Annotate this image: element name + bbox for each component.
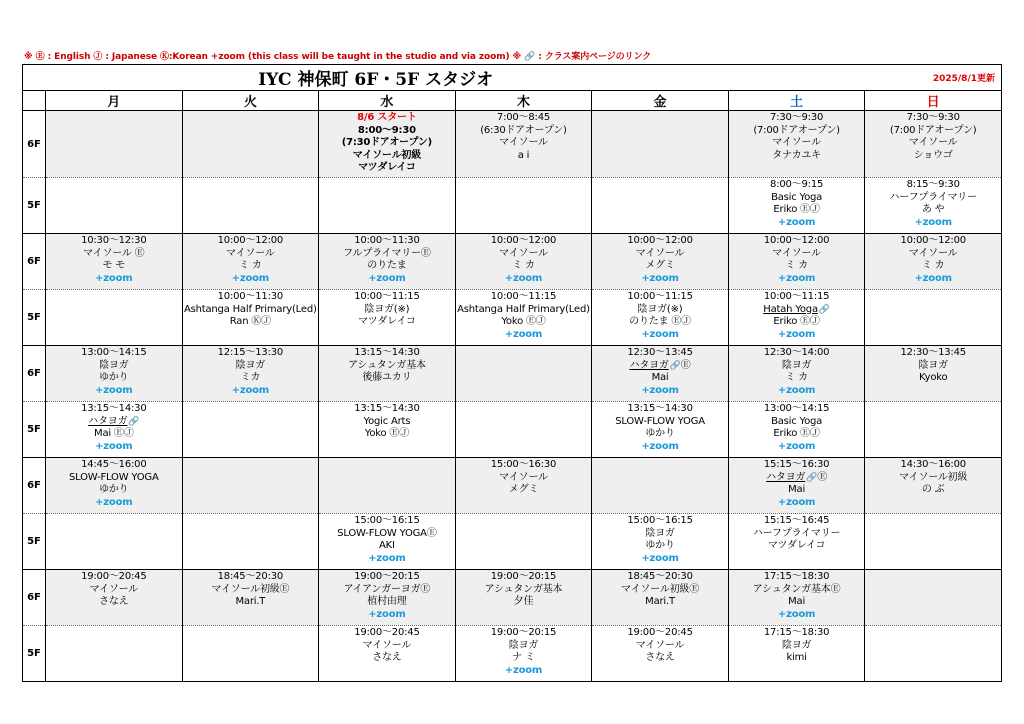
class-slot-sat[interactable] xyxy=(728,514,865,570)
instructor: あ や xyxy=(921,204,945,215)
class-name: マイソール初級Ⓔ xyxy=(211,583,290,595)
class-slot-sun[interactable] xyxy=(865,346,1002,402)
class-name: アシュタンガ基本 xyxy=(348,359,426,371)
zoom-tag: +zoom xyxy=(777,328,816,340)
class-time: 18:45～20:30 xyxy=(217,571,284,582)
class-time: 10:00～12:00 xyxy=(763,235,830,246)
slot-empty xyxy=(455,346,592,402)
slot-empty xyxy=(455,178,592,234)
class-time: 8:00～9:15 xyxy=(770,179,824,190)
link-icon: 🔗 xyxy=(818,304,830,315)
class-slot-fri[interactable] xyxy=(592,402,729,458)
class-slot-fri[interactable] xyxy=(592,290,729,346)
instructor: ミ カ xyxy=(512,260,535,271)
class-time: 7:30～9:30 xyxy=(770,112,824,123)
class-slot-tue[interactable] xyxy=(182,290,319,346)
class-time: 15:00～16:30 xyxy=(490,459,557,470)
class-slot-tue[interactable] xyxy=(182,570,319,626)
class-name: マイソール xyxy=(362,639,412,651)
class-time: 10:00～12:00 xyxy=(490,235,557,246)
instructor: Yoko ⒺⒿ xyxy=(501,316,546,327)
floor-label-6f: 6F xyxy=(23,111,46,178)
instructor: のりたま ⒺⒿ xyxy=(629,316,691,327)
class-time: 13:00～14:15 xyxy=(81,347,147,358)
zoom-tag: +zoom xyxy=(95,496,133,508)
class-time: 17:15～18:30 xyxy=(763,571,830,582)
class-slot-sat[interactable] xyxy=(728,178,865,234)
class-name: マイソール初級Ⓔ xyxy=(621,583,700,595)
class-slot-sat[interactable] xyxy=(728,402,865,458)
class-slot-mon[interactable] xyxy=(46,234,183,290)
class-page-link[interactable]: ハタヨガ xyxy=(88,415,128,427)
slot-empty xyxy=(592,178,729,234)
zoom-tag: +zoom xyxy=(231,384,270,396)
floor-label-5f: 5F xyxy=(23,626,46,682)
class-time: 13:15～14:30 xyxy=(81,403,147,414)
class-name: 陰ヨガ xyxy=(781,359,812,371)
instructor: Ran ⓀⒿ xyxy=(229,316,271,327)
class-time: 10:00～12:00 xyxy=(217,235,284,246)
class-page-link[interactable]: ハタヨガ xyxy=(629,359,669,371)
instructor: Mai xyxy=(651,372,669,383)
zoom-tag: +zoom xyxy=(95,384,133,396)
instructor: さなえ xyxy=(372,652,402,663)
class-time: 15:15～16:30 xyxy=(763,459,830,470)
slot-empty xyxy=(182,626,319,682)
class-time: 10:00～11:15 xyxy=(763,291,830,302)
slot-empty xyxy=(592,458,729,514)
class-slot-sat-early[interactable] xyxy=(728,111,865,178)
class-name: マイソール xyxy=(499,471,548,483)
door-open-note: (7:30ドアオープン) xyxy=(341,137,433,148)
title-row xyxy=(23,65,1002,91)
instructor: さなえ xyxy=(99,596,129,607)
class-name: マイソール xyxy=(499,247,548,259)
class-time: 10:00～12:00 xyxy=(627,235,693,246)
class-name: アシュタンガ基本 xyxy=(484,583,563,595)
instructor: ゆかり xyxy=(99,372,129,383)
class-time: 10:00～11:30 xyxy=(354,235,420,246)
class-slot-wed[interactable] xyxy=(319,346,456,402)
class-page-link[interactable]: ハタヨガ xyxy=(766,471,806,483)
day-fri: 金 xyxy=(592,91,729,111)
day-mon: 月 xyxy=(46,91,183,111)
class-name: マイソール xyxy=(908,137,958,148)
class-name: 陰ヨガ(※) xyxy=(364,303,410,315)
zoom-tag: +zoom xyxy=(641,440,679,452)
zoom-tag: +zoom xyxy=(641,328,679,340)
class-time: 10:00～11:15 xyxy=(354,291,420,302)
class-time: 12:15～13:30 xyxy=(217,347,284,358)
class-slot-wed-early[interactable] xyxy=(319,111,456,178)
slot-empty xyxy=(455,514,592,570)
class-name: Yogic Arts xyxy=(363,415,411,427)
class-time: 8:00～9:30 xyxy=(357,124,416,136)
instructor: 後藤ユカリ xyxy=(362,372,412,383)
class-time: 12:30～14:00 xyxy=(763,347,830,358)
instructor: ミ カ xyxy=(785,260,808,271)
class-time: 13:15～14:30 xyxy=(627,403,693,414)
class-slot-sun-early[interactable] xyxy=(865,111,1002,178)
slot-empty xyxy=(865,570,1002,626)
class-time: 13:15～14:30 xyxy=(354,403,420,414)
class-name: マイソール xyxy=(908,247,958,259)
class-slot-sat[interactable] xyxy=(728,458,865,514)
updated-date: 2025/8/1更新 xyxy=(728,65,1001,91)
door-open-note: (6:30ドアオープン) xyxy=(480,124,567,136)
class-time: 19:00～20:15 xyxy=(490,627,557,638)
class-time: 14:30～16:00 xyxy=(900,459,966,470)
class-slot-mon[interactable] xyxy=(46,402,183,458)
class-slot-sun[interactable] xyxy=(865,178,1002,234)
legend-note: ※ Ⓔ : English Ⓙ : Japanese Ⓚ:Korean +zoom (this class will be taught in the studio and via zoom) ※ 🔗 : クラス案内ページのリンク xyxy=(24,52,652,62)
instructor: Mai xyxy=(788,596,806,607)
instructor: Eriko ⒺⒿ xyxy=(773,204,820,215)
zoom-tag: +zoom xyxy=(95,440,133,452)
instructor: ミ カ xyxy=(921,260,945,271)
class-name: マイソール xyxy=(89,583,139,595)
class-time: 19:00～20:45 xyxy=(81,571,147,582)
class-time: 19:00～20:15 xyxy=(354,571,420,582)
zoom-tag: +zoom xyxy=(641,552,679,564)
class-time: 10:00～11:15 xyxy=(627,291,693,302)
class-slot-thu[interactable] xyxy=(455,626,592,682)
language-mark: Ⓔ xyxy=(817,471,828,483)
slot-empty xyxy=(455,402,592,458)
class-name: 陰ヨガ xyxy=(99,359,129,371)
instructor: Eriko ⒺⒿ xyxy=(773,428,820,439)
day-sun: 日 xyxy=(865,91,1002,111)
class-name: 陰ヨガ xyxy=(918,359,948,371)
class-slot-thu-early[interactable] xyxy=(455,111,592,178)
instructor: ミ カ xyxy=(239,260,262,271)
class-link-row xyxy=(592,360,728,373)
instructor: タナカユキ xyxy=(772,149,821,161)
class-name: フルプライマリーⒺ xyxy=(343,247,431,259)
class-slot-mon[interactable] xyxy=(46,570,183,626)
slot-empty xyxy=(182,111,319,178)
instructor: 植村由理 xyxy=(367,596,407,607)
slot-empty xyxy=(46,514,183,570)
instructor: さなえ xyxy=(645,652,675,663)
class-name: Basic Yoga xyxy=(771,191,823,203)
row-3-6f xyxy=(23,346,1002,402)
zoom-tag: +zoom xyxy=(777,440,816,452)
instructor: ゆかり xyxy=(99,484,129,495)
class-slot-sat[interactable] xyxy=(728,626,865,682)
class-time: 19:00～20:45 xyxy=(354,627,420,638)
slot-empty xyxy=(592,111,729,178)
class-name: 陰ヨガ xyxy=(645,527,675,539)
day-wed: 水 xyxy=(319,91,456,111)
class-time: 10:00～11:30 xyxy=(217,291,284,302)
instructor: Eriko ⒺⒿ xyxy=(773,316,820,327)
zoom-tag: +zoom xyxy=(641,384,679,396)
class-time: 18:45～20:30 xyxy=(627,571,693,582)
floor-label-5f: 5F xyxy=(23,290,46,346)
class-time: 7:00～8:45 xyxy=(496,112,551,123)
class-link-row xyxy=(46,416,182,429)
class-name: Ashtanga Half Primary(Led) xyxy=(183,303,317,315)
day-thu: 木 xyxy=(455,91,592,111)
class-name: マイソール xyxy=(635,247,685,259)
slot-empty xyxy=(319,458,456,514)
zoom-tag: +zoom xyxy=(504,664,543,676)
class-slot-thu[interactable] xyxy=(455,570,592,626)
class-slot-wed[interactable] xyxy=(319,234,456,290)
instructor: Kyoko xyxy=(918,372,948,383)
zoom-tag: +zoom xyxy=(368,608,406,620)
class-slot-wed[interactable] xyxy=(319,514,456,570)
instructor: ショウゴ xyxy=(913,149,953,161)
class-name: SLOW-FLOW YOGA xyxy=(68,471,159,483)
instructor: Mari.T xyxy=(235,596,266,607)
instructor: a i xyxy=(517,149,530,161)
slot-empty xyxy=(46,178,183,234)
row-1-6f xyxy=(23,111,1002,178)
instructor: メグミ xyxy=(508,484,539,495)
class-slot-tue[interactable] xyxy=(182,234,319,290)
class-name: マイソール初級 xyxy=(899,471,968,483)
instructor: ミカ xyxy=(240,372,261,383)
class-slot-sun[interactable] xyxy=(865,234,1002,290)
class-slot-sat[interactable] xyxy=(728,290,865,346)
slot-empty xyxy=(865,402,1002,458)
zoom-tag: +zoom xyxy=(777,216,816,228)
instructor: マツダレイコ xyxy=(358,162,416,173)
link-icon: 🔗 xyxy=(128,416,140,427)
instructor: Mai ⒺⒿ xyxy=(94,428,134,439)
class-slot-sat[interactable] xyxy=(728,234,865,290)
class-link-row xyxy=(729,472,865,485)
class-slot-wed[interactable] xyxy=(319,402,456,458)
zoom-tag: +zoom xyxy=(95,272,133,284)
class-slot-fri[interactable] xyxy=(592,514,729,570)
class-name: マイソール初級 xyxy=(352,149,421,161)
floor-label-6f: 6F xyxy=(23,234,46,290)
class-name: SLOW-FLOW YOGA xyxy=(615,415,705,427)
slot-empty xyxy=(865,290,1002,346)
class-name: マイソール xyxy=(499,137,548,148)
class-time: 15:15～16:45 xyxy=(763,515,830,526)
slot-empty xyxy=(46,626,183,682)
class-slot-sun[interactable] xyxy=(865,458,1002,514)
zoom-tag: +zoom xyxy=(504,272,543,284)
class-name: マイソール xyxy=(226,247,275,259)
instructor: AKI xyxy=(379,540,395,551)
instructor: モ モ xyxy=(102,260,126,271)
class-time: 10:00～11:15 xyxy=(490,291,557,302)
floor-label-6f: 6F xyxy=(23,346,46,402)
instructor: ゆかり xyxy=(645,540,675,551)
row-4-6f xyxy=(23,458,1002,514)
start-note: 8/6 スタート xyxy=(357,112,417,123)
slot-empty xyxy=(319,178,456,234)
zoom-tag: +zoom xyxy=(914,272,952,284)
class-name: 陰ヨガ xyxy=(235,359,266,371)
door-open-note: (7:00ドアオープン) xyxy=(889,124,977,136)
floor-label-5f: 5F xyxy=(23,178,46,234)
floor-label-5f: 5F xyxy=(23,514,46,570)
class-name: 陰ヨガ xyxy=(508,639,539,651)
slot-empty xyxy=(182,514,319,570)
class-name: 陰ヨガ(※) xyxy=(637,303,683,315)
instructor: マツダレイコ xyxy=(358,316,416,327)
class-time: 10:00～12:00 xyxy=(900,235,966,246)
row-4-5f xyxy=(23,514,1002,570)
zoom-tag: +zoom xyxy=(231,272,270,284)
class-name: マイソール Ⓔ xyxy=(83,247,145,259)
class-page-link[interactable]: Hatah Yoga xyxy=(763,303,818,315)
class-slot-thu[interactable] xyxy=(455,458,592,514)
class-name: マイソール xyxy=(635,639,685,651)
instructor: メグミ xyxy=(645,260,675,271)
slot-empty xyxy=(182,402,319,458)
class-link-row xyxy=(729,304,865,317)
class-slot-sat[interactable] xyxy=(728,570,865,626)
class-time: 19:00～20:15 xyxy=(490,571,557,582)
class-time: 13:15～14:30 xyxy=(354,347,420,358)
class-name: Basic Yoga xyxy=(771,415,823,427)
class-name: ハーフプライマリー xyxy=(752,527,841,539)
class-slot-wed[interactable] xyxy=(319,290,456,346)
slot-empty xyxy=(46,290,183,346)
class-time: 8:15～9:30 xyxy=(906,179,960,190)
slot-empty xyxy=(182,178,319,234)
class-slot-fri[interactable] xyxy=(592,626,729,682)
instructor: Mari.T xyxy=(645,596,675,607)
instructor: ナ ミ xyxy=(512,652,535,663)
row-2-6f xyxy=(23,234,1002,290)
class-time: 17:15～18:30 xyxy=(763,627,830,638)
row-5-5f xyxy=(23,626,1002,682)
zoom-tag: +zoom xyxy=(777,608,816,620)
class-time: 13:00～14:15 xyxy=(763,403,830,414)
corner-cell xyxy=(23,91,46,111)
class-slot-wed[interactable] xyxy=(319,626,456,682)
row-2-5f xyxy=(23,290,1002,346)
class-time: 12:30～13:45 xyxy=(627,347,693,358)
instructor: ゆかり xyxy=(645,428,675,439)
zoom-tag: +zoom xyxy=(641,272,679,284)
zoom-tag: +zoom xyxy=(504,328,543,340)
day-sat: 土 xyxy=(728,91,865,111)
instructor: Yoko ⒺⒿ xyxy=(364,428,410,439)
class-name: Ashtanga Half Primary(Led) xyxy=(457,303,590,315)
page-title: IYC 神保町 6F・5F スタジオ xyxy=(23,65,729,91)
floor-label-6f: 6F xyxy=(23,570,46,626)
class-name: アイアンガーヨガⒺ xyxy=(343,583,431,595)
zoom-tag: +zoom xyxy=(914,216,952,228)
row-1-5f xyxy=(23,178,1002,234)
slot-empty xyxy=(865,626,1002,682)
schedule-table xyxy=(22,64,1002,682)
class-time: 12:30～13:45 xyxy=(900,347,966,358)
language-mark: Ⓔ xyxy=(680,359,691,371)
class-time: 14:45～16:00 xyxy=(81,459,147,470)
link-icon: 🔗 xyxy=(806,472,818,483)
class-time: 7:30～9:30 xyxy=(906,112,960,123)
class-name: マイソール xyxy=(772,247,821,259)
instructor: kimi xyxy=(786,652,807,663)
day-header-row xyxy=(23,91,1002,111)
zoom-tag: +zoom xyxy=(777,496,816,508)
row-3-5f xyxy=(23,402,1002,458)
class-name: SLOW-FLOW YOGAⒺ xyxy=(337,527,437,539)
class-slot-thu[interactable] xyxy=(455,290,592,346)
instructor: のりたま xyxy=(367,260,407,271)
slot-empty xyxy=(182,458,319,514)
class-slot-sat[interactable] xyxy=(728,346,865,402)
door-open-note: (7:00ドアオープン) xyxy=(753,124,840,136)
class-name: 陰ヨガ xyxy=(781,639,812,651)
instructor: 夕佳 xyxy=(513,596,534,607)
class-time: 15:00～16:15 xyxy=(354,515,420,526)
class-name: ハーフプライマリー xyxy=(889,191,977,203)
class-time: 19:00～20:45 xyxy=(627,627,693,638)
class-name: アシュタンガ基本Ⓔ xyxy=(752,583,841,595)
floor-label-5f: 5F xyxy=(23,402,46,458)
link-icon: 🔗 xyxy=(669,360,681,371)
row-5-6f xyxy=(23,570,1002,626)
class-time: 10:30～12:30 xyxy=(81,235,147,246)
instructor: の ぶ xyxy=(921,484,945,495)
zoom-tag: +zoom xyxy=(777,384,816,396)
class-slot-fri[interactable] xyxy=(592,570,729,626)
slot-empty xyxy=(865,514,1002,570)
class-slot-wed[interactable] xyxy=(319,570,456,626)
class-slot-tue[interactable] xyxy=(182,346,319,402)
class-slot-fri[interactable] xyxy=(592,234,729,290)
zoom-tag: +zoom xyxy=(777,272,816,284)
instructor: ミ カ xyxy=(785,372,808,383)
class-time: 15:00～16:15 xyxy=(627,515,693,526)
class-slot-thu[interactable] xyxy=(455,234,592,290)
instructor: マツダレイコ xyxy=(767,540,826,551)
class-slot-fri[interactable] xyxy=(592,346,729,402)
class-name: マイソール xyxy=(772,137,821,148)
instructor: Mai xyxy=(788,484,806,495)
class-slot-mon[interactable] xyxy=(46,346,183,402)
floor-label-6f: 6F xyxy=(23,458,46,514)
slot-empty xyxy=(46,111,183,178)
class-slot-mon[interactable] xyxy=(46,458,183,514)
zoom-tag: +zoom xyxy=(368,272,406,284)
zoom-tag: +zoom xyxy=(368,552,406,564)
day-tue: 火 xyxy=(182,91,319,111)
